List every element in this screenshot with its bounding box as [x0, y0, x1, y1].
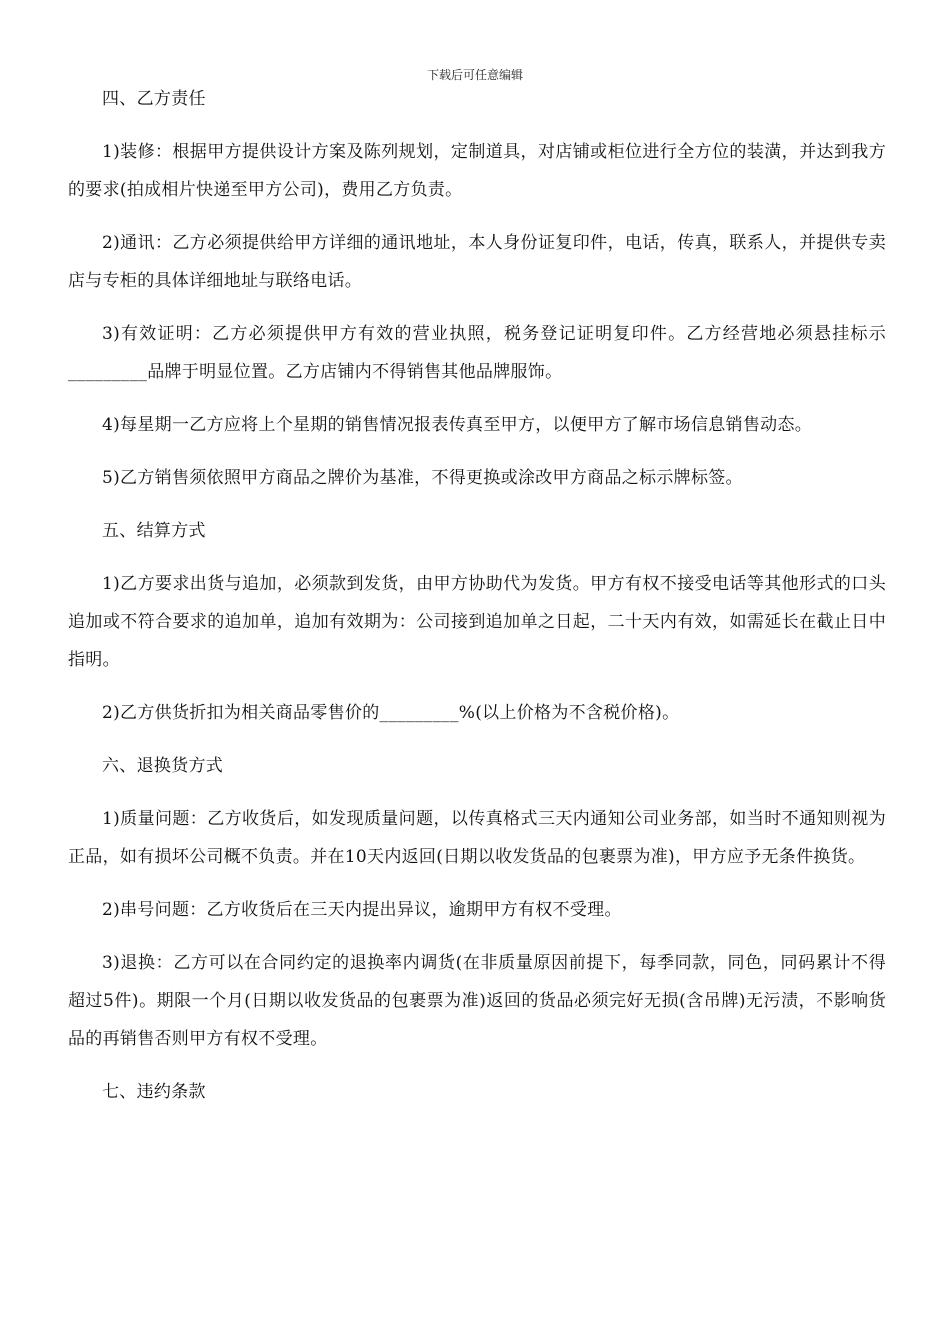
document-body: [68, 80, 886, 1126]
section-settlement: [68, 512, 886, 732]
section-responsibilities: [68, 80, 886, 497]
paragraph-weekly-report: 4)每星期一乙方应将上个星期的销售情况报表传真至甲方，以便甲方了解市场信息销售动态。: [102, 415, 813, 435]
paragraph-quality-issue: 1)质量问题：乙方收货后，如发现质量问题，以传真格式三天内通知公司业务部，如当时不通知则视为正品，如有损坏公司概不负责。并在10天内返回(日期以收发货品的包裹票为准)，甲方应予无条件换货。: [68, 809, 886, 867]
paragraph-communication: 2)通讯：乙方必须提供给甲方详细的通讯地址，本人身份证复印件，电话，传真，联系人，并提供专卖店与专柜的具体详细地址与联络电话。: [68, 233, 886, 291]
paragraph-discount: 2)乙方供货折扣为相关商品零售价的_________%(以上价格为不含税价格)。: [102, 703, 680, 723]
paragraph-shipment: 1)乙方要求出货与追加，必须款到发货，由甲方协助代为发货。甲方有权不接受电话等其他形式的口头追加或不符合要求的追加单，追加有效期为：公司接到追加单之日起，二十天内有效，如需延长在截止日中指明。: [68, 574, 886, 670]
paragraph-decoration: 1)装修：根据甲方提供设计方案及陈列规划，定制道具，对店铺或柜位进行全方位的装潢，并达到我方的要求(拍成相片快递至甲方公司)，费用乙方负责。: [68, 142, 886, 200]
section-heading: 六、退换货方式: [102, 756, 224, 776]
section-returns: [68, 747, 886, 1058]
paragraph-exchange: 3)退换：乙方可以在合同约定的退换率内调货(在非质量原因前提下，每季同款，同色，同码累计不得超过5件)。期限一个月(日期以收发货品的包裹票为准)返回的货品必须完好无损(含吊牌)无污渍，不影响货品的再销售否则甲方有权不受理。: [68, 953, 886, 1049]
section-heading: 四、乙方责任: [102, 89, 206, 109]
section-heading: 七、违约条款: [102, 1082, 206, 1102]
header-note: 下载后可任意编辑: [426, 68, 523, 82]
paragraph-valid-certificate: 3)有效证明：乙方必须提供甲方有效的营业执照，税务登记证明复印件。乙方经营地必须悬挂标示_________品牌于明显位置。乙方店铺内不得销售其他品牌服饰。: [68, 324, 886, 382]
paragraph-price-basis: 5)乙方销售须依照甲方商品之牌价为基准，不得更换或涂改甲方商品之标示牌标签。: [102, 468, 743, 488]
section-heading: 五、结算方式: [102, 521, 206, 541]
paragraph-serial-issue: 2)串号问题：乙方收货后在三天内提出异议，逾期甲方有权不受理。: [102, 900, 622, 920]
section-breach: [68, 1073, 886, 1111]
